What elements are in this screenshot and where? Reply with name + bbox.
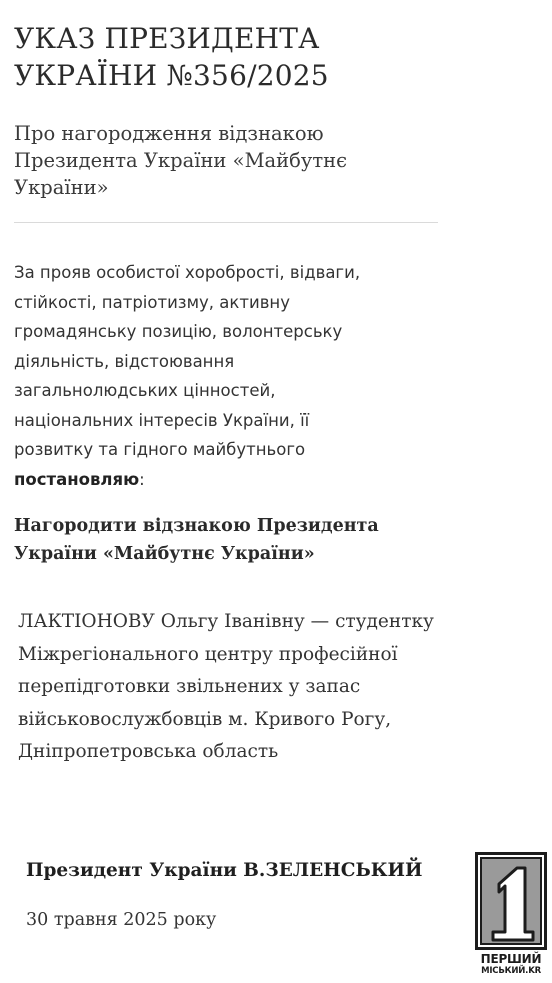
logo-name-line-2: МІСЬКИЙ.KR (481, 966, 541, 976)
header-divider (14, 222, 438, 223)
decree-colon: : (139, 469, 145, 489)
recipient-line: перепідготовки звільнених у запас (18, 676, 361, 697)
president-signature: Президент України В.ЗЕЛЕНСЬКИЙ (26, 860, 423, 881)
subtitle-line-2: Президента України «Майбутнє (14, 149, 348, 172)
decree-subtitle (14, 120, 534, 201)
site-logo-watermark (472, 850, 550, 978)
award-line-1: Нагородити відзнакою Президента (14, 516, 379, 536)
preamble-line: загальнолюдських цінностей, (14, 381, 276, 400)
award-line-2: України «Майбутнє України» (14, 544, 315, 564)
recipient-line: військовослужбовців м. Кривого Рогу, (18, 708, 392, 730)
logo-digit-icon (475, 852, 547, 950)
decree-title-line-2: УКРАЇНИ №356/2025 (14, 59, 329, 92)
decree-title (14, 20, 534, 94)
preamble-line: національних інтересів України, її (14, 410, 310, 430)
decree-word-line (14, 465, 434, 495)
subtitle-line-1: Про нагородження відзнакою (14, 122, 324, 145)
subtitle-line-3: України» (14, 176, 109, 199)
decree-word: постановляю (14, 469, 140, 489)
decree-title-line-1: УКАЗ ПРЕЗИДЕНТА (14, 22, 320, 55)
preamble-line: громадянську позицію, волонтерську (14, 322, 343, 341)
logo-name-line-1: ПЕРШИЙ (480, 952, 542, 966)
decree-preamble (14, 258, 434, 494)
preamble-line: стійкості, патріотизму, активну (14, 292, 290, 312)
award-statement (14, 512, 454, 568)
recipient-line: Дніпропетровська область (18, 741, 279, 762)
recipient-block (18, 606, 538, 769)
recipient-line: ЛАКТІОНОВУ Ольгу Іванівну — студентку (18, 611, 434, 632)
preamble-line: розвитку та гідного майбутнього (14, 440, 306, 459)
preamble-line: діяльність, відстоювання (14, 351, 235, 371)
preamble-line: За прояв особистої хоробрості, відваги, (14, 263, 361, 282)
decree-date: 30 травня 2025 року (26, 910, 217, 930)
recipient-line: Міжрегіонального центру професійної (18, 643, 398, 665)
